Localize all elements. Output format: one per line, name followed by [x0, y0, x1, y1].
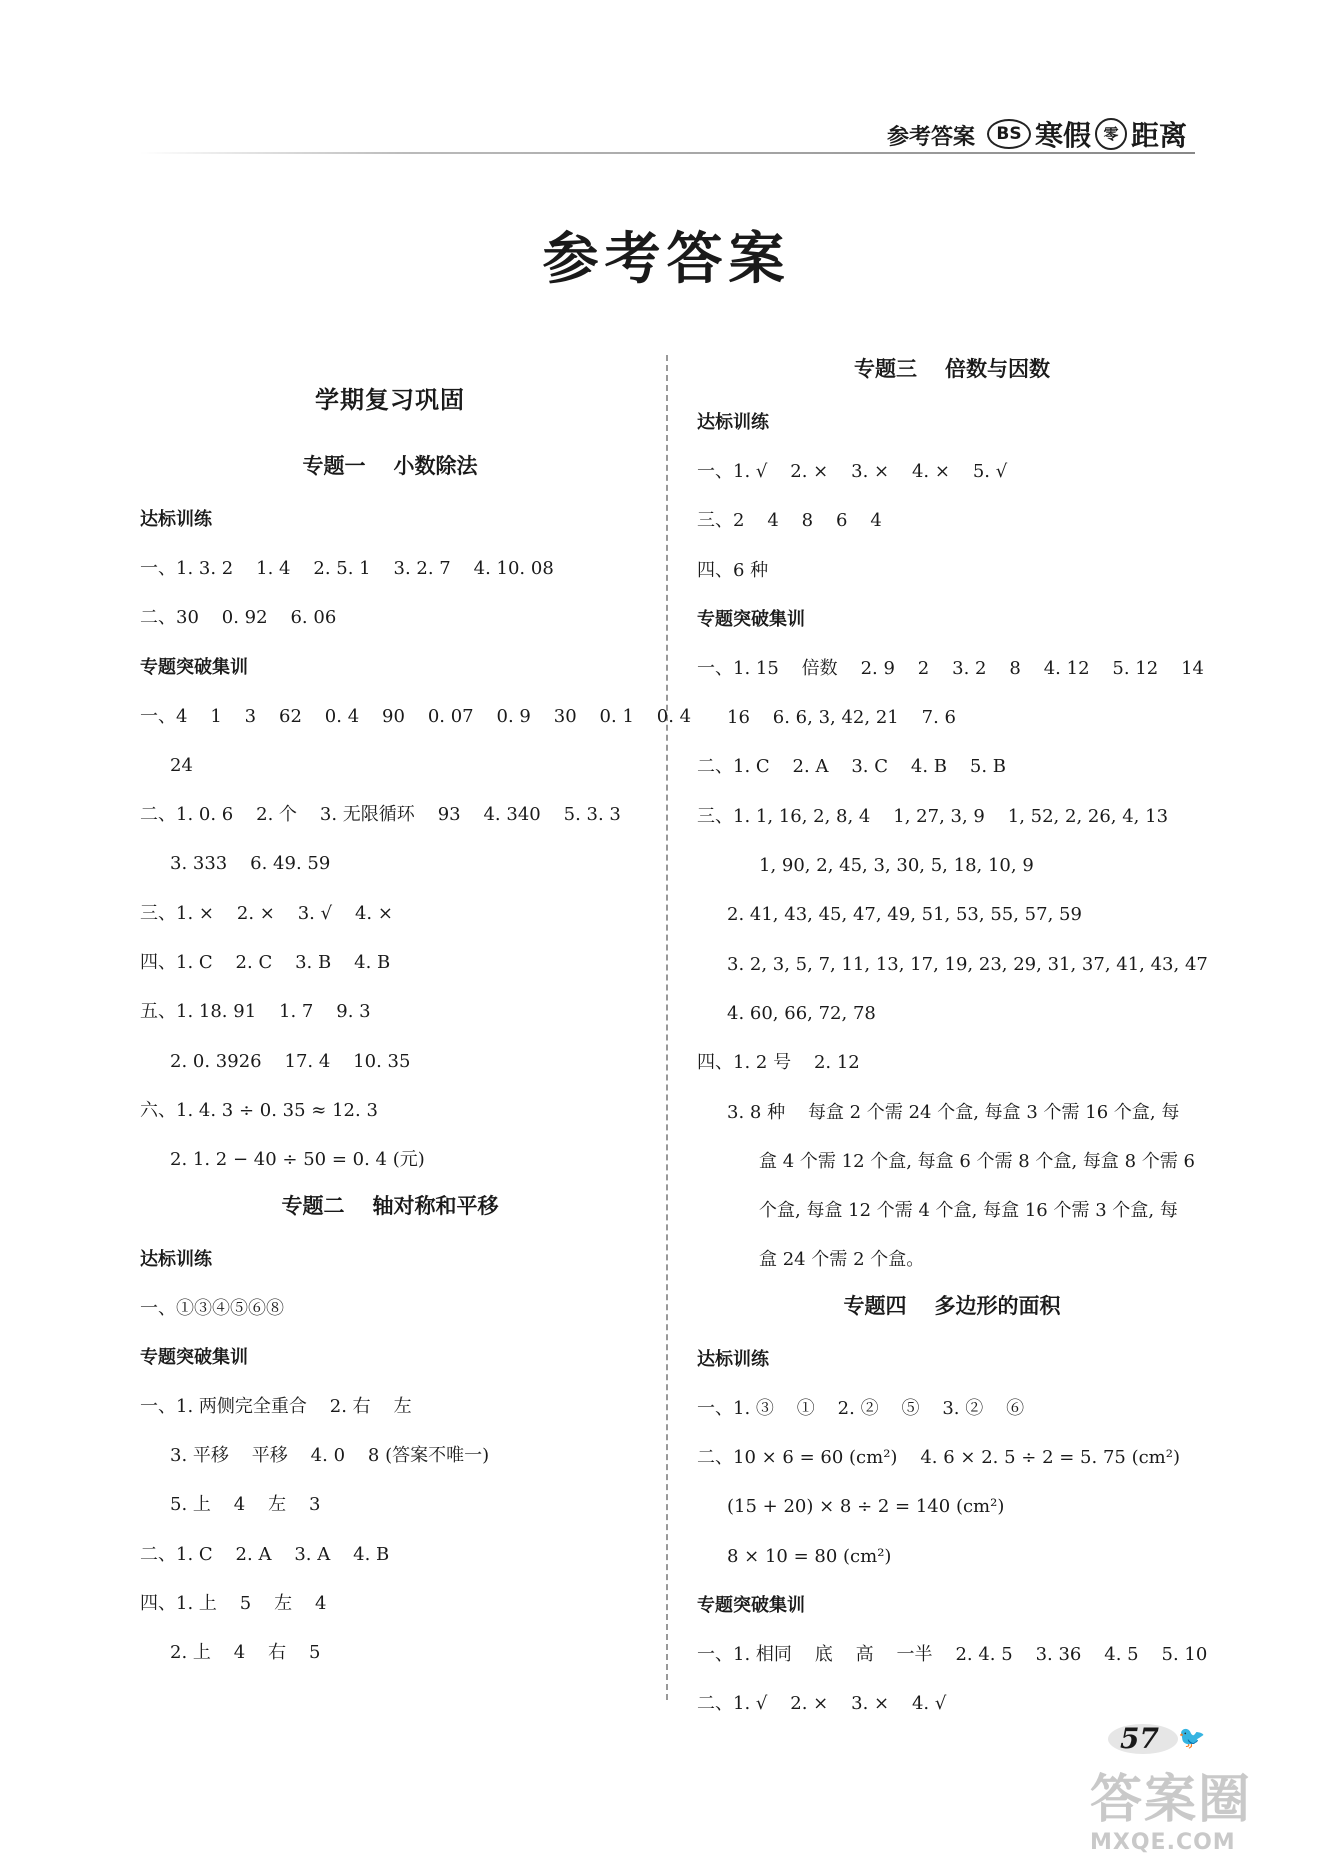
brand-text-a: 寒假 — [1034, 119, 1091, 152]
answer-line: 一、4 1 3 62 0. 4 90 0. 07 0. 9 30 0. 1 0. 4 — [140, 705, 692, 727]
answer-line: 个盒, 每盒 12 个需 4 个盒, 每盒 16 个需 3 个盒, 每 — [759, 1200, 1178, 1222]
topic-number: 专题四 — [843, 1293, 907, 1318]
answer-line: 一、1. 相同 底 高 一半 2. 4. 5 3. 36 4. 5 5. 10 — [697, 1643, 1208, 1665]
answer-line: 二、10 × 6 = 60 (cm²) 4. 6 × 2. 5 ÷ 2 = 5. 75 (cm²) — [697, 1447, 1180, 1469]
answer-line: 一、1. 15 倍数 2. 9 2 3. 2 8 4. 12 5. 12 14 — [697, 657, 1204, 679]
section-title: 学期复习巩固 — [315, 386, 465, 414]
answer-line: 三、1. × 2. × 3. √ 4. × — [140, 902, 393, 924]
page-title: 参考答案 — [542, 226, 791, 292]
answer-line: 四、1. C 2. C 3. B 4. B — [140, 952, 391, 974]
subheading: 专题突破集训 — [697, 608, 805, 630]
answer-line: 3. 2, 3, 5, 7, 11, 13, 17, 19, 23, 29, 31, 37, 41, 43, 47 — [727, 953, 1208, 975]
answer-line: 三、1. 1, 16, 2, 8, 4 1, 27, 3, 9 1, 52, 2, 26, 4, 13 — [697, 805, 1169, 827]
answer-line: 一、1. ③ ① 2. ② ⑤ 3. ② ⑥ — [697, 1397, 1025, 1419]
page-number-text: 57 — [1120, 1722, 1159, 1755]
answer-line: 24 — [170, 754, 193, 776]
watermark — [1090, 1770, 1320, 1865]
topic-number: 专题二 — [281, 1193, 345, 1218]
answer-line: 一、1. 两侧完全重合 2. 右 左 — [140, 1395, 412, 1417]
answer-line: 一、①③④⑤⑥⑧ — [140, 1297, 284, 1319]
left-column — [140, 380, 692, 1678]
answer-line: 三、2 4 8 6 4 — [697, 510, 882, 532]
answer-line: 一、1. √ 2. × 3. × 4. × 5. √ — [697, 461, 1008, 482]
answer-line: 四、1. 2 号 2. 12 — [697, 1052, 860, 1074]
right-column — [697, 348, 1207, 1729]
answer-line: 3. 8 种 每盒 2 个需 24 个盒, 每盒 3 个需 16 个盒, 每 — [727, 1101, 1180, 1123]
page-header — [140, 118, 1195, 154]
topic-name: 倍数与因数 — [945, 357, 1050, 381]
answer-line: 一、1. 3. 2 1. 4 2. 5. 1 3. 2. 7 4. 10. 08 — [140, 558, 554, 579]
brand-ring-icon: 零 — [1095, 118, 1127, 150]
answer-line: 2. 0. 3926 17. 4 10. 35 — [170, 1050, 411, 1072]
watermark-url: MXQE.COM — [1090, 1830, 1236, 1855]
answer-line: 3. 333 6. 49. 59 — [170, 853, 331, 875]
topic-title — [697, 1285, 1207, 1327]
answer-line: 二、1. √ 2. × 3. × 4. √ — [697, 1693, 947, 1715]
bird-icon: 🐦 — [1178, 1726, 1206, 1751]
topic-name: 轴对称和平移 — [372, 1193, 499, 1218]
answer-line: 2. 上 4 右 5 — [170, 1642, 321, 1664]
answer-line: 16 6. 6, 3, 42, 21 7. 6 — [727, 707, 956, 729]
brand-text-b: 距离 — [1130, 119, 1187, 152]
answer-line: 六、1. 4. 3 ÷ 0. 35 ≈ 12. 3 — [140, 1099, 378, 1121]
answer-line: 二、1. 0. 6 2. 个 3. 无限循环 93 4. 340 5. 3. 3 — [140, 804, 621, 826]
subheading: 专题突破集训 — [140, 656, 248, 678]
subheading: 专题突破集训 — [697, 1594, 805, 1616]
topic-title — [697, 348, 1207, 390]
page-number — [1108, 1720, 1206, 1760]
answer-line: 五、1. 18. 91 1. 7 9. 3 — [140, 1001, 371, 1023]
subheading: 达标训练 — [697, 1348, 769, 1370]
brand-badge: BS — [987, 119, 1031, 149]
watermark-logo: 答案圈 — [1090, 1770, 1253, 1830]
subheading: 专题突破集训 — [140, 1346, 248, 1368]
topic-name: 多边形的面积 — [934, 1293, 1061, 1318]
subheading: 达标训练 — [140, 509, 212, 530]
topic-number: 专题三 — [854, 357, 917, 381]
answer-line: 盒 24 个需 2 个盒。 — [759, 1249, 925, 1271]
answer-line: 二、1. C 2. A 3. C 4. B 5. B — [697, 756, 1007, 778]
answer-line: 2. 41, 43, 45, 47, 49, 51, 53, 55, 57, 59 — [727, 904, 1082, 926]
answer-line: 2. 1. 2 − 40 ÷ 50 = 0. 4 (元) — [170, 1149, 425, 1171]
answer-line: 1, 90, 2, 45, 3, 30, 5, 18, 10, 9 — [759, 855, 1034, 877]
header-rule — [140, 152, 1195, 154]
subheading: 达标训练 — [140, 1248, 212, 1270]
header-label: 参考答案 — [886, 125, 975, 150]
topic-name: 小数除法 — [393, 454, 478, 478]
answer-line: 四、6 种 — [697, 559, 769, 581]
topic-title — [140, 1185, 640, 1227]
column-divider — [666, 355, 668, 1700]
answer-line: 8 × 10 = 80 (cm²) — [727, 1545, 892, 1567]
answer-line: 二、30 0. 92 6. 06 — [140, 607, 337, 629]
topic-title — [140, 445, 640, 487]
topic-number: 专题一 — [302, 454, 366, 478]
subheading: 达标训练 — [697, 412, 769, 433]
answer-line: 5. 上 4 左 3 — [170, 1494, 321, 1516]
answer-line: 盒 4 个需 12 个盒, 每盒 6 个需 8 个盒, 每盒 8 个需 6 — [759, 1150, 1195, 1172]
answer-line: 二、1. C 2. A 3. A 4. B — [140, 1543, 390, 1565]
brand-logo — [987, 114, 1187, 154]
answer-line: 4. 60, 66, 72, 78 — [727, 1002, 876, 1024]
answer-line: (15 + 20) × 8 ÷ 2 = 140 (cm²) — [727, 1496, 1005, 1518]
answer-line: 3. 平移 平移 4. 0 8 (答案不唯一) — [170, 1445, 490, 1467]
answer-line: 四、1. 上 5 左 4 — [140, 1593, 327, 1615]
